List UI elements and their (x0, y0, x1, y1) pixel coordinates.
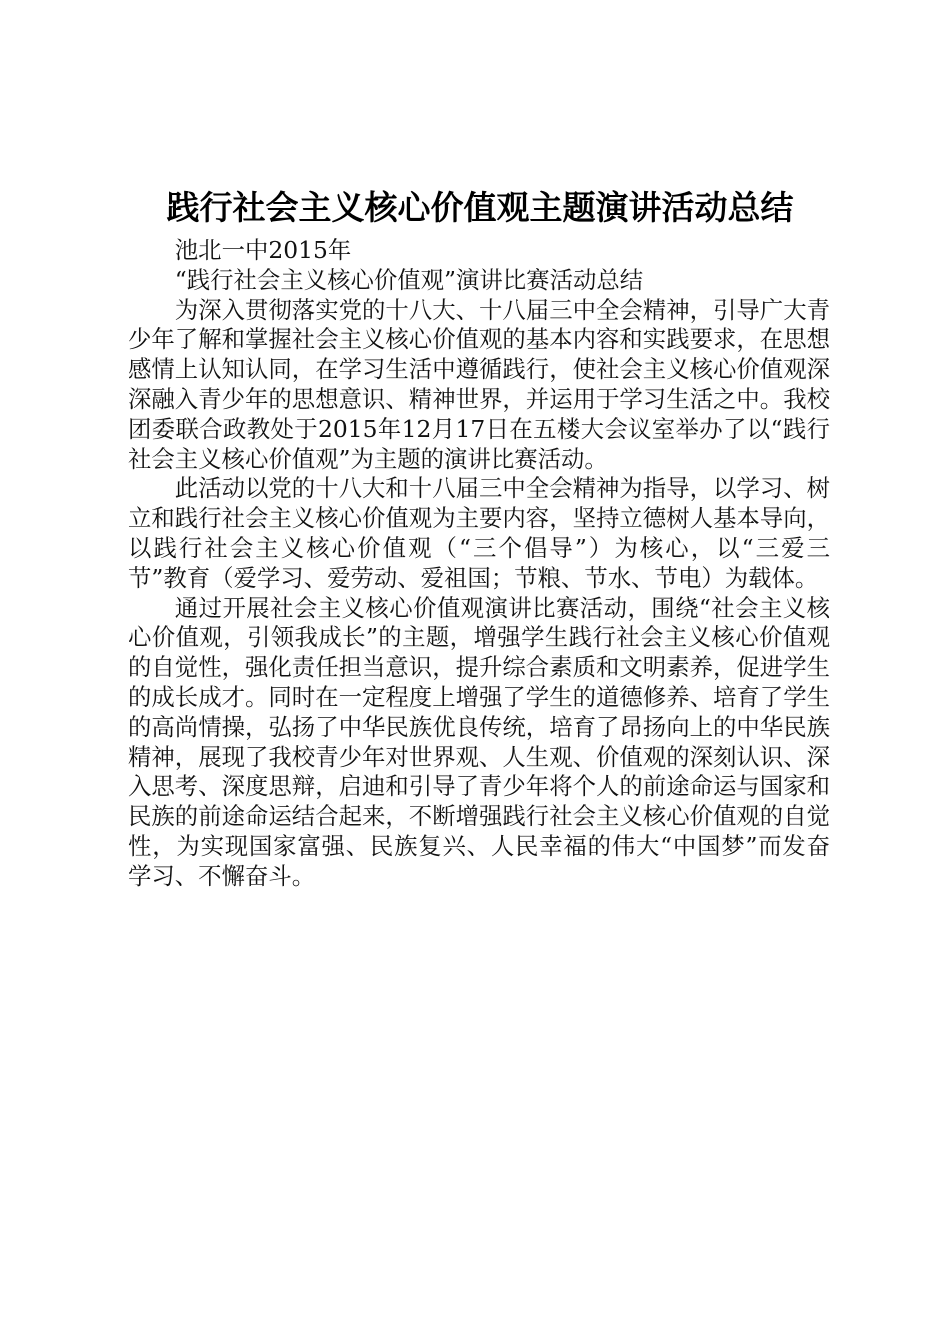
document-title: 践行社会主义核心价值观主题演讲活动总结 (166, 188, 794, 227)
paragraph-2: 此活动以党的十八大和十八届三中全会精神为指导，以学习、树立和践行社会主义核心价值观为主要内容，坚持立德树人基本导向，以践行社会主义核心价值观（“三个倡导”）为核心，以“三爱三节”教育（爱学习、爱劳动、爱祖国；节粮、节水、节电）为载体。 (128, 474, 830, 592)
document-body (128, 180, 830, 892)
paragraph-1: 为深入贯彻落实党的十八大、十八届三中全会精神，引导广大青少年了解和掌握社会主义核心价值观的基本内容和实践要求，在思想感情上认知认同，在学习生活中遵循践行，使社会主义核心价值观深深融入青少年的思想意识、精神世界，并运用于学习生活之中。我校团委联合政教处于2015年12月17日在五楼大会议室举办了以“践行社会主义核心价值观”为主题的演讲比赛活动。 (128, 295, 830, 473)
school-line: 池北一中2015年 (174, 236, 352, 264)
subtitle-line: “践行社会主义核心价值观”演讲比赛活动总结 (174, 265, 644, 294)
paragraph-3: 通过开展社会主义核心价值观演讲比赛活动，围绕“社会主义核心价值观，引领我成长”的主题，增强学生践行社会主义核心价值观的自觉性，强化责任担当意识，提升综合素质和文明素养，促进学生的成长成才。同时在一定程度上增强了学生的道德修养、培育了学生的高尚情操，弘扬了中华民族优良传统，培育了昂扬向上的中华民族精神，展现了我校青少年对世界观、人生观、价值观的深刻认识、深入思考、深度思辩，启迪和引导了青少年将个人的前途命运与国家和民族的前途命运结合起来，不断增强践行社会主义核心价值观的自觉性，为实现国家富强、民族复兴、人民幸福的伟大“中国梦”而发奋学习、不懈奋斗。 (128, 593, 830, 890)
